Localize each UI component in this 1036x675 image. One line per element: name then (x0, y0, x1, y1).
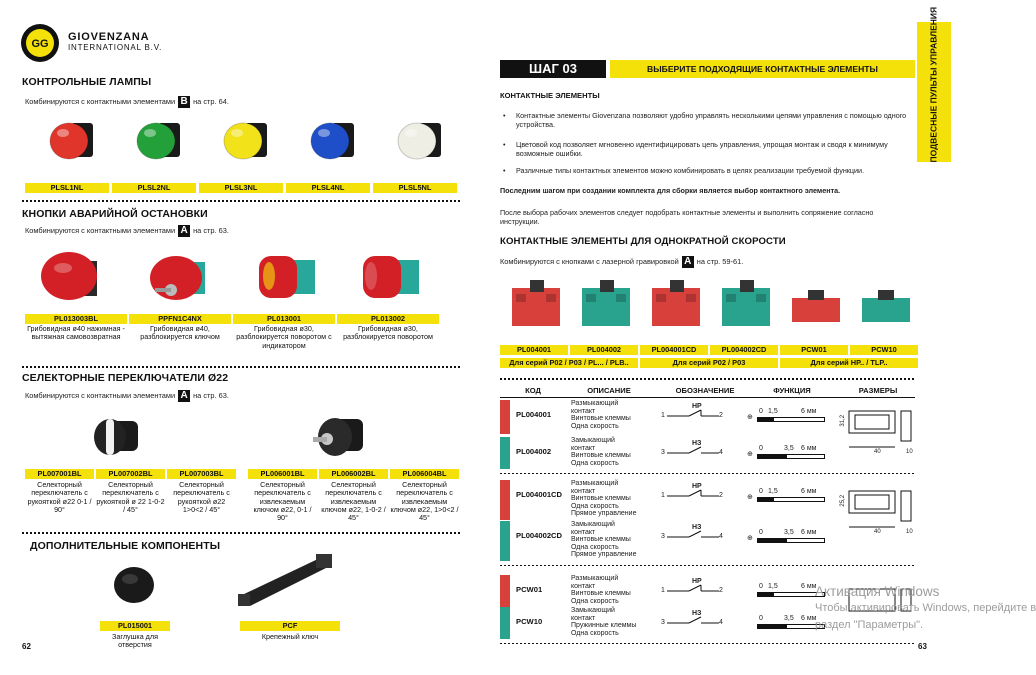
page-number-right: 63 (918, 642, 927, 651)
function-arrow-icon: ⊕ (747, 494, 753, 501)
emergency-button-image (245, 246, 325, 311)
function-bar (757, 538, 825, 543)
row-desc: контакт (571, 407, 596, 415)
table-header-cell: КОД (525, 386, 541, 395)
function-label: 6 мм (801, 408, 817, 415)
badge-b: B (178, 96, 190, 108)
row-desc: Винтовые клеммы (571, 415, 631, 423)
symbol-terminal: 3 (661, 619, 665, 626)
row-desc: Винтовые клеммы (571, 495, 631, 503)
dimension-value: 10 (906, 529, 913, 535)
row-desc: Винтовые клеммы (571, 536, 631, 544)
extra-component-image (230, 552, 350, 612)
table-header-cell: ОБОЗНАЧЕНИЕ (675, 386, 735, 395)
side-tab (917, 6, 951, 162)
svg-text:GG: GG (31, 38, 49, 50)
row-desc: контакт (571, 614, 596, 622)
selector-code: PL007001BL (25, 469, 94, 479)
row-desc: Винтовые клеммы (571, 590, 631, 598)
symbol-terminal: 2 (719, 412, 723, 419)
emergency-desc: Грибовидная ø40, разблокируется ключом (140, 324, 220, 342)
emergency-button-image (37, 246, 117, 311)
brand-name: GIOVENZANA (68, 31, 150, 43)
watermark-line: Активация Windows (815, 584, 940, 599)
divider (22, 366, 462, 368)
logo-icon (20, 23, 60, 63)
table-header-line (500, 397, 915, 398)
symbol-label: НР (692, 403, 702, 410)
function-label: 0 (759, 615, 763, 622)
row-desc: Одна скорость (571, 543, 619, 551)
pilot-light-image (395, 115, 447, 167)
contact-code: PL004001CD (640, 345, 708, 355)
contact-element-image (506, 276, 566, 336)
brand-logo (20, 23, 60, 63)
function-label: 0 (759, 488, 763, 495)
selector-code: PL007002BL (96, 469, 165, 479)
row-desc: Замыкающий (571, 607, 615, 614)
contact-symbol-icon (667, 445, 719, 459)
symbol-label: НР (692, 578, 702, 585)
function-label: 6 мм (801, 445, 817, 452)
symbol-terminal: 1 (661, 412, 665, 419)
contact-symbol-icon (667, 488, 719, 502)
row-desc: Прямое управление (571, 551, 637, 559)
row-color-bar (500, 437, 510, 469)
contact-element-image (646, 276, 706, 336)
series-label: Для серий HP.. / TLP.. (780, 358, 918, 368)
selector-code: PL006004BL (390, 469, 459, 479)
row-color-bar (500, 480, 510, 520)
emergency-code: PL013001 (233, 314, 335, 324)
contact-symbol-icon (667, 529, 719, 543)
symbol-terminal: 3 (661, 533, 665, 540)
pilot-code: PLSL3NL (199, 183, 283, 193)
row-desc: контакт (571, 582, 596, 590)
row-separator (500, 643, 915, 644)
function-label: 3,5 (784, 615, 794, 622)
pilot-note: Комбинируются с контактными элементами B на стр. 64. (25, 96, 229, 107)
step-badge: ШАГ 03 (500, 60, 606, 78)
extra-code: PL015001 (100, 621, 170, 631)
selector-code: PL006002BL (319, 469, 388, 479)
table-header-cell: РАЗМЕРЫ (858, 386, 898, 395)
pilot-light-image (221, 115, 273, 167)
symbol-terminal: 2 (719, 587, 723, 594)
badge-a: A (178, 225, 190, 237)
selector-switch-image (311, 405, 371, 465)
symbol-label: НЗ (692, 524, 702, 531)
after-line: После выбора рабочих элементов следует подобрать контактные элементы и выполнить сопряжение согласно инструкции. (500, 208, 874, 226)
row-desc: контакт (571, 444, 596, 452)
pilot-code: PLSL4NL (286, 183, 370, 193)
pilot-code: PLSL2NL (112, 183, 196, 193)
function-label: 1,5 (768, 583, 778, 590)
row-desc: Размыкающий (571, 400, 619, 407)
selector-code: PL007003BL (167, 469, 236, 479)
function-label: 0 (759, 583, 763, 590)
page-number-left: 62 (22, 642, 31, 651)
emergency-code: PL013003BL (25, 314, 127, 324)
function-label: 3,5 (784, 445, 794, 452)
pilot-light-image (47, 115, 99, 167)
function-label: 6 мм (801, 529, 817, 536)
bullet-text: Контактные элементы Giovenzana позволяют удобно управлять несколькими цепями управления с помощью одного устройства. (516, 111, 907, 129)
emergency-code: PPFN1C4NX (129, 314, 231, 324)
contact-symbol-icon (667, 583, 719, 597)
divider (22, 200, 462, 202)
selector-desc: Селекторный переключатель с рукояткой ø 22 1-0-2 / 45° (96, 480, 165, 514)
single-note: Комбинируются с кнопками с лазерной гравировкой A на стр. 59-61. (500, 256, 744, 267)
contact-element-image (576, 276, 636, 336)
row-desc: Замыкающий (571, 521, 615, 528)
row-desc: Размыкающий (571, 480, 619, 487)
table-header-cell: ОПИСАНИЕ (587, 386, 631, 395)
function-arrow-icon: ⊕ (747, 414, 753, 421)
extra-component-image (110, 563, 230, 623)
contact-code: PL004001 (500, 345, 568, 355)
emergency-desc: Грибовидная ø40 нажимная - вытяжная самовозвратная (27, 324, 125, 342)
emergency-button-image (349, 246, 429, 311)
dimension-value: 10 (906, 449, 913, 455)
dimension-drawing (845, 485, 915, 535)
dimension-value: 40 (874, 529, 881, 535)
side-tab-text: ПОДВЕСНЫЕ ПУЛЬТЫ УПРАВЛЕНИЯ (928, 6, 939, 162)
row-desc: Одна скорость (571, 459, 619, 467)
table-header-cell: ФУНКЦИЯ (773, 386, 811, 395)
bullet-text: Различные типы контактных элементов можно комбинировать в целях реализации требуемой функции. (516, 166, 865, 175)
selector-code: PL006001BL (248, 469, 317, 479)
function-label: 1,5 (768, 488, 778, 495)
step-title: ВЫБЕРИТЕ ПОДХОДЯЩИЕ КОНТАКТНЫЕ ЭЛЕМЕНТЫ (610, 60, 915, 78)
function-arrow-icon: ⊕ (747, 535, 753, 542)
row-color-bar (500, 521, 510, 561)
function-label: 1,5 (768, 408, 778, 415)
bold-line: Последним шагом при создании комплекта для сборки является выбор контактного элемента. (500, 186, 841, 195)
selector-desc: Селекторный переключатель с извлекаемым ключом ø22, 1>0<2 / 45° (390, 480, 459, 523)
symbol-label: НР (692, 483, 702, 490)
extra-desc: Крепежный ключ (261, 632, 319, 641)
row-desc: Одна скорость (571, 422, 619, 430)
pilot-code: PLSL5NL (373, 183, 457, 193)
emergency-title: КНОПКИ АВАРИЙНОЙ ОСТАНОВКИ (22, 208, 208, 220)
symbol-terminal: 1 (661, 587, 665, 594)
row-code: PCW01 (516, 585, 543, 594)
contact-element-image (716, 276, 776, 336)
extra-title: ДОПОЛНИТЕЛЬНЫЕ КОМПОНЕНТЫ (30, 540, 221, 552)
row-separator (500, 473, 915, 474)
row-code: PCW10 (516, 617, 543, 626)
pilot-code: PLSL1NL (25, 183, 109, 193)
symbol-terminal: 4 (719, 533, 723, 540)
function-label: 0 (759, 408, 763, 415)
contact-code: PL004002CD (710, 345, 778, 355)
badge-a: A (682, 256, 694, 268)
selector-desc: Селекторный переключатель с рукояткой ø22 1>0<2 / 45° (173, 480, 230, 514)
function-label: 6 мм (801, 488, 817, 495)
row-desc: контакт (571, 487, 596, 495)
symbol-terminal: 2 (719, 492, 723, 499)
row-desc: Размыкающий (571, 575, 619, 582)
series-label: Для серий P02 / P03 / PL... / PLB.. (500, 358, 638, 368)
row-code: PL004002 (516, 447, 552, 456)
contact-symbol-icon (667, 408, 719, 422)
selector-switch-image (88, 405, 148, 465)
function-label: 0 (759, 529, 763, 536)
dimension-drawing (845, 405, 915, 455)
selector-note: Комбинируются с контактными элементами A на стр. 63. (25, 390, 229, 401)
function-bar (757, 454, 825, 459)
row-desc: Пружинные клеммы (571, 622, 637, 630)
row-code: PL004001CD (516, 490, 563, 499)
divider (22, 532, 462, 534)
activation-watermark (815, 583, 1036, 634)
row-color-bar (500, 607, 510, 639)
selector-desc: Селекторный переключатель с извлекаемым ключом ø22, 0-1 / 90° (253, 480, 312, 523)
contact-symbol-icon (667, 615, 719, 629)
badge-a: A (178, 390, 190, 402)
pilot-light-image (134, 115, 186, 167)
selector-title: СЕЛЕКТОРНЫЕ ПЕРЕКЛЮЧАТЕЛИ Ø22 (22, 372, 229, 384)
row-desc: Одна скорость (571, 502, 619, 510)
symbol-terminal: 1 (661, 492, 665, 499)
symbol-terminal: 4 (719, 619, 723, 626)
symbol-terminal: 4 (719, 449, 723, 456)
row-desc: контакт (571, 528, 596, 536)
row-code: PL004001 (516, 410, 552, 419)
pilot-light-image (308, 115, 360, 167)
extra-code: PCF (240, 621, 340, 631)
bullet-dot: • (503, 111, 506, 120)
emergency-desc: Грибовидная ø30, разблокируется поворотом с индикатором (236, 324, 332, 350)
row-desc: Одна скорость (571, 597, 619, 605)
row-desc: Прямое управление (571, 510, 637, 518)
contact-code: PCW10 (850, 345, 918, 355)
function-label: 6 мм (801, 615, 817, 622)
bullet-text: Цветовой код позволяет мгновенно идентифицировать цепь управления, упрощая монтаж и сводя к минимуму возможные ошибки. (516, 140, 888, 158)
watermark-line: раздел "Параметры". (815, 619, 924, 631)
function-bar (757, 497, 825, 502)
dimension-value: 31,2 (840, 414, 847, 427)
section-title: КОНТАКТНЫЕ ЭЛЕМЕНТЫ (500, 91, 600, 100)
extra-desc: Заглушка для отверстия (112, 632, 158, 650)
single-title: КОНТАКТНЫЕ ЭЛЕМЕНТЫ ДЛЯ ОДНОКРАТНОЙ СКОРОСТИ (500, 236, 786, 247)
row-color-bar (500, 400, 510, 434)
contact-code: PCW01 (780, 345, 848, 355)
function-bar (757, 417, 825, 422)
divider (500, 378, 915, 380)
selector-desc: Селекторный переключатель с извлекаемым ключом ø22, 1-0-2 / 45° (321, 480, 386, 523)
contact-element-image (856, 276, 916, 336)
series-label: Для серий P02 / P03 (640, 358, 778, 368)
row-desc: Замыкающий (571, 437, 615, 444)
function-label: 6 мм (801, 583, 817, 590)
brand-sub: INTERNATIONAL B.V. (68, 43, 163, 52)
bullet-dot: • (503, 166, 506, 175)
pilot-title: КОНТРОЛЬНЫЕ ЛАМПЫ (22, 76, 152, 88)
row-separator (500, 565, 915, 566)
watermark-line: Чтобы активировать Windows, перейдите в (815, 602, 1036, 614)
row-desc: Винтовые клеммы (571, 452, 631, 460)
row-color-bar (500, 575, 510, 609)
dimension-value: 40 (874, 449, 881, 455)
emergency-desc: Грибовидная ø30, разблокируется поворотом (343, 324, 433, 342)
emergency-code: PL013002 (337, 314, 439, 324)
emergency-button-image (141, 246, 221, 311)
function-label: 3,5 (784, 529, 794, 536)
contact-code: PL004002 (570, 345, 638, 355)
row-desc: Одна скорость (571, 629, 619, 637)
function-label: 0 (759, 445, 763, 452)
contact-element-image (786, 276, 846, 336)
selector-desc: Селекторный переключатель с рукояткой ø22 0-1 / 90° (27, 480, 92, 514)
symbol-label: НЗ (692, 440, 702, 447)
emergency-note: Комбинируются с контактными элементами A на стр. 63. (25, 225, 229, 236)
bullet-dot: • (503, 140, 506, 149)
dimension-value: 25,2 (840, 494, 847, 507)
symbol-terminal: 3 (661, 449, 665, 456)
symbol-label: НЗ (692, 610, 702, 617)
function-arrow-icon: ⊕ (747, 451, 753, 458)
row-code: PL004002CD (516, 531, 563, 540)
